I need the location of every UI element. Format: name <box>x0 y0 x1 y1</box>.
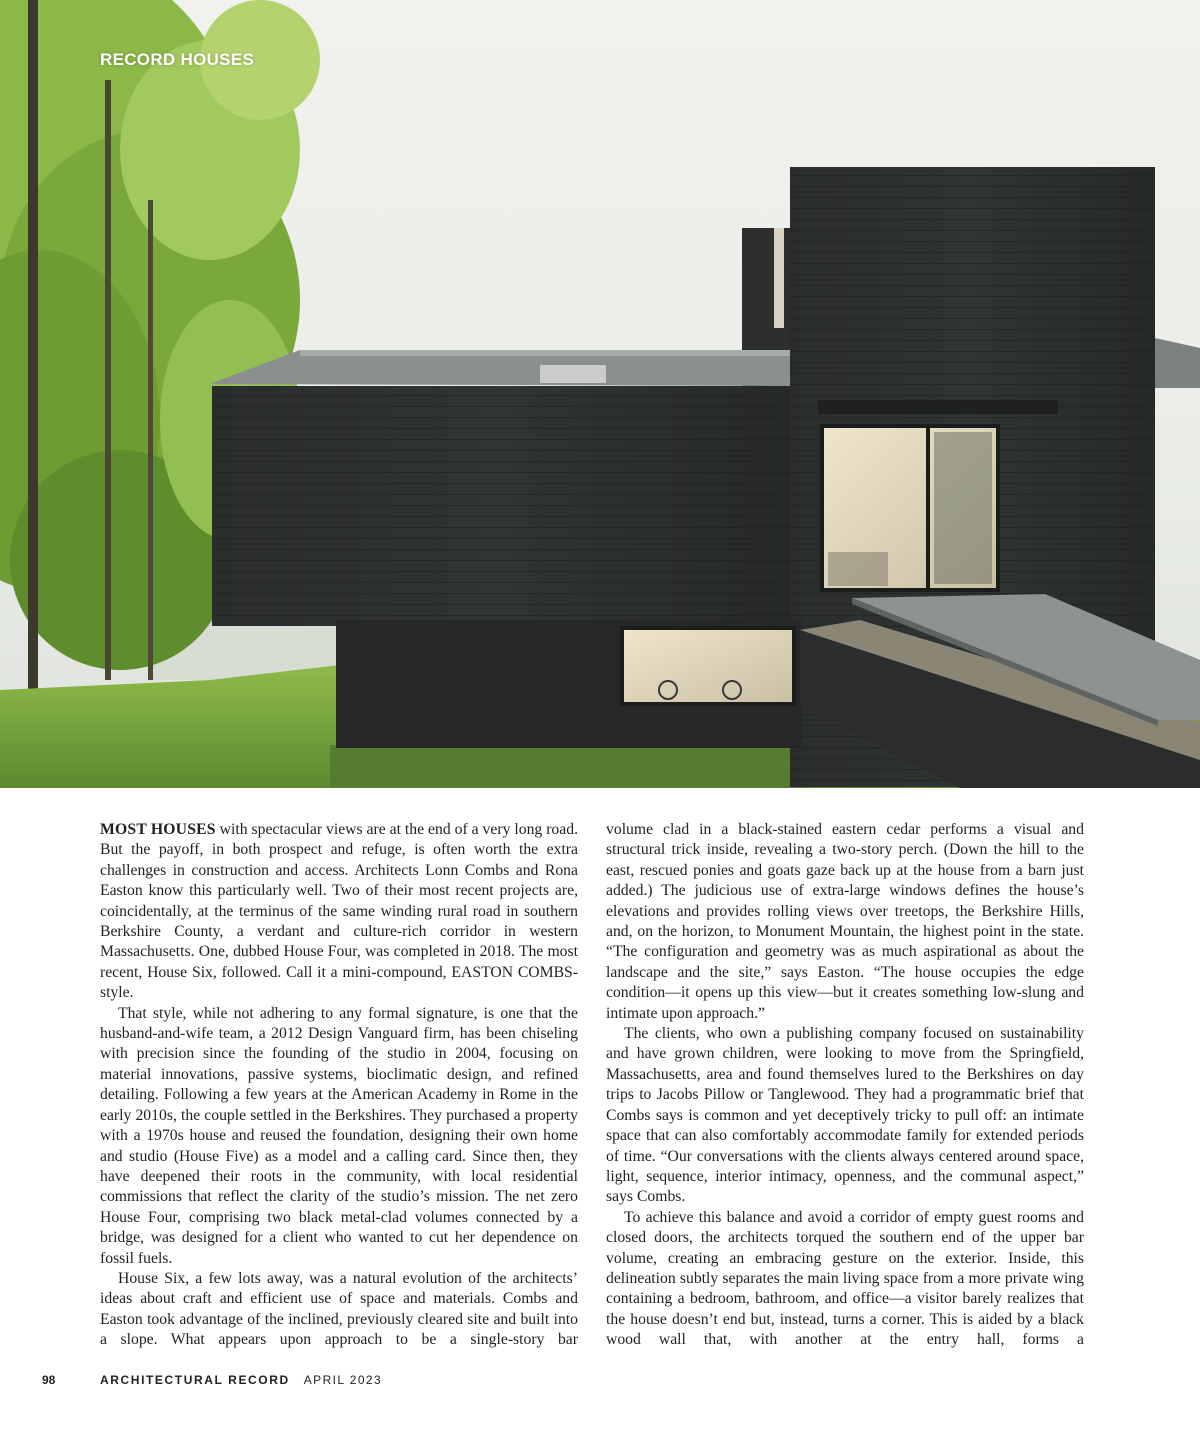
paragraph: The clients, who own a publishing company focused on sustainability and have grown children, were looking to move from the Springfield, Massachusetts, area and found themselves lured to the Berkshires on day trips to Jacobs Pillow or Tanglewood. They had a programmatic brief that Combs says is common and yet deceptively tricky to pull off: an intimate space that can also comfortably accommodate family for extended periods of time. “Our conversations with the clients always centered around space, light, sequence, interior intimacy, openness, and the communal aspect,” says Combs. <box>606 1025 1084 1206</box>
magazine-name: ARCHITECTURAL RECORD <box>100 1373 290 1387</box>
paragraph: That style, while not adhering to any formal signature, is one that the husband-and-wife team, a 2012 Design Vanguard firm, has been chiseling with precision since the founding of the studio in 2004, focusing on material innovations, passive systems, bioclimatic design, and refined detailing. Following a few years at the American Academy in Rome in the early 2010s, the couple settled in the Berkshires. They purchased a property with a 1970s house and reused the foundation, designing their own home and studio (House Five) as a model and a calling card. Since then, they have deepened their roots in the community, with local residential commissions that reflect the clarity of the studio’s mission. The net zero House Four, comprising two black metal-clad volumes connected by a bridge, was designed for a client who wanted to cut her dependence on fossil fuels. <box>100 1004 578 1267</box>
issue-date: APRIL 2023 <box>303 1373 383 1387</box>
paragraph: To achieve this balance and avoid a corridor of empty guest rooms and closed doors, the architects torqued the southern end of the upper bar volume, creating an embracing gesture on the exterior. Inside, this delineation subtly separates the main living space from a more private wing containing a bedroom, bathroom, and office—a visitor barely realizes that the house doesn’t end but, instead, turns a corner. This is aided by a black wood wall that, with another at the entry hall, forms a <box>606 1208 1084 1349</box>
lower-window <box>622 628 794 704</box>
lead-in: MOST HOUSES <box>100 821 216 838</box>
paragraph: House Six, a few lots away, was a natural evolution of the architects’ ideas about craft and efficient use of space and materials. Combs and Easton took advantage of the inclined, previously cleared site and built into a slope. What appears upon approach to be a single-story bar <box>100 1269 578 1349</box>
page-number: 98 <box>42 1373 56 1387</box>
section-label: RECORD HOUSES <box>100 50 255 69</box>
paragraph: MOST HOUSES with spectacular views are at the end of a very long road. But the payoff, in both prospect and refuge, is often worth the extra challenges in construction and access. Architects Lonn Combs and Rona Easton know this particularly well. Two of their most recent projects are, coincidentally, at the terminus of the same winding rural road in southern Berkshire County, a verdant and culture-rich corridor in western Massachusetts. One, dubbed House Four, was completed in 2018. The most recent, House Six, followed. Call it a mini-compound, EASTON COMBS-style. <box>100 821 578 1002</box>
page-footer <box>42 1373 382 1387</box>
article-column-left <box>100 820 578 1351</box>
article-column-right <box>606 820 1084 1351</box>
paragraph: volume clad in a black-stained eastern cedar performs a visual and structural trick inside, revealing a two-story perch. (Down the hill to the east, rescued ponies and goats gaze back up at the house from a barn just added.) The judicious use of extra-large windows defines the house’s elevations and provides rolling views over treetops, the Berkshire Hills, and, on the horizon, to Monument Mountain, the highest point in the state. “The configuration and geometry was as much aspirational as about the landscape and the site,” says Easton. “The house occupies the edge condition—it opens up this view—but it creates something low-slung and intimate upon approach.” <box>606 821 1084 1022</box>
